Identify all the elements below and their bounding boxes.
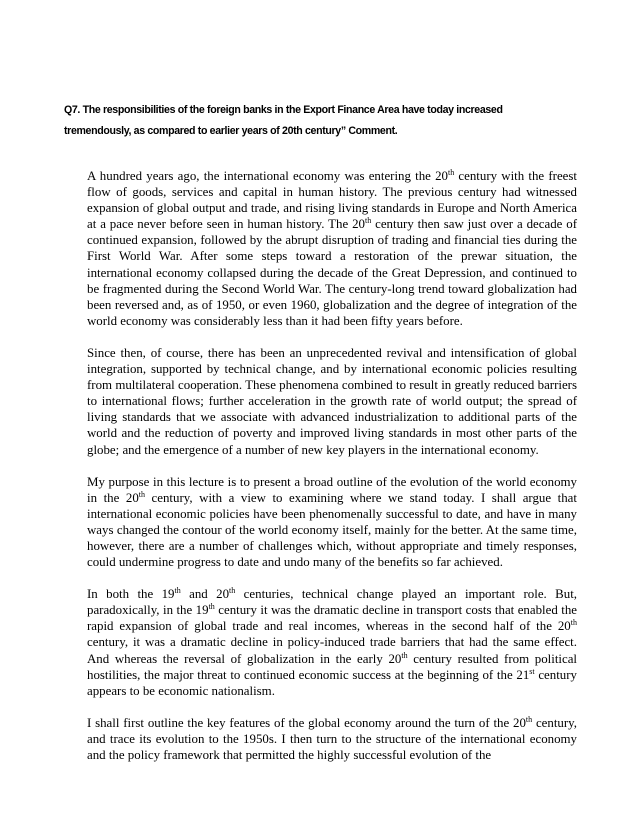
paragraph-text: century then saw just over a decade of continued expansion, followed by the abrupt disruption of trading and financial ties during the First World War. After some steps toward a restoration of the prewar situation, the international economy collapsed during the decade of the Great Depression, and continued to be fragmented during the Second World War. The century-long trend toward globalization had been reversed and, as of 1950, or even 1960, globalization and the degree of integration of the world economy was considerably less than it had been fifty years before.: [87, 217, 577, 328]
question-heading: [64, 100, 584, 142]
paragraph-4: [87, 586, 577, 699]
ordinal-suffix: th: [174, 586, 181, 596]
ordinal-suffix: st: [529, 666, 535, 676]
paragraph-text: century, and trace its evolution to the 1950s. I then turn to the structure of the international economy and the policy framework that permitted the highly successful evolution of the: [87, 715, 577, 762]
paragraph-1: [87, 168, 577, 329]
ordinal-suffix: th: [525, 714, 533, 724]
paragraph-text: centuries, technical change played an important role. But, paradoxically, in the 19: [87, 587, 578, 618]
ordinal-suffix: th: [570, 618, 577, 628]
paragraph-text: and 20: [180, 587, 230, 602]
paragraph-text: century, it was a dramatic decline in policy-induced trade barriers that had the same effect. And whereas the reversal of globalization in the early 20: [87, 635, 577, 666]
paragraph-text: century with the freest flow of goods, services and capital in human history. The previous century had witnessed expansion of global output and trade, and rising living standards in Europe and North America at a pace never before seen in human history. The 20: [87, 169, 577, 232]
paragraph-text: A hundred years ago, the international economy was entering the 20: [87, 169, 448, 183]
paragraph-text: Since then, of course, there has been an unprecedented revival and intensification of global integration, supported by technical change, and by international economic policies resulting from multilateral cooperation. These phenomena combined to result in greatly reduced barriers to international flows; further acceleration in the growth rate of world output; the spread of living standards that we associate with advanced industrialization to additional parts of the world and the reduction of poverty and improved living standards in most other parts of the globe; and the emergence of a number of new key players in the international economy.: [87, 345, 577, 457]
ordinal-suffix: th: [229, 586, 236, 596]
paragraph-3: [87, 474, 577, 571]
paragraph-text: century it was the dramatic decline in transport costs that enabled the rapid expansion of global trade and real incomes, whereas in the second half of the 20: [87, 603, 577, 634]
paragraph-text: I shall first outline the key features of the global economy around the turn of the 20: [87, 715, 526, 730]
ordinal-suffix: th: [401, 650, 408, 660]
paragraph-text: My purpose in this lecture is to present a broad outline of the evolution of the world economy in the 20: [87, 474, 577, 505]
ordinal-suffix: th: [447, 168, 455, 177]
ordinal-suffix: th: [208, 602, 215, 612]
ordinal-suffix: th: [138, 489, 145, 499]
question-line-1: Q7. The responsibilities of the foreign banks in the Export Finance Area have today increased: [64, 104, 503, 116]
paragraph-text: century appears to be economic nationalism.: [87, 667, 577, 698]
paragraph-2: [87, 345, 577, 458]
paragraph-text: century resulted from political hostilities, the major threat to continued economic success at the beginning of the 21: [87, 651, 578, 682]
paragraph-5: [87, 715, 577, 763]
question-line-2: tremendously, as compared to earlier years of 20th century” Comment.: [64, 125, 398, 137]
paragraph-text: century, with a view to examining where we stand today. I shall argue that international economic policies have been phenomenally successful to date, and have in many ways changed the contour of the world economy itself, mainly for the better. At the same time, however, there are a number of challenges which, without appropriate and timely responses, could undermine progress to date and undo many of the benefits so far achieved.: [87, 490, 577, 570]
ordinal-suffix: th: [364, 216, 372, 226]
answer-body: [87, 168, 577, 763]
paragraph-text: In both the 19: [87, 587, 175, 602]
